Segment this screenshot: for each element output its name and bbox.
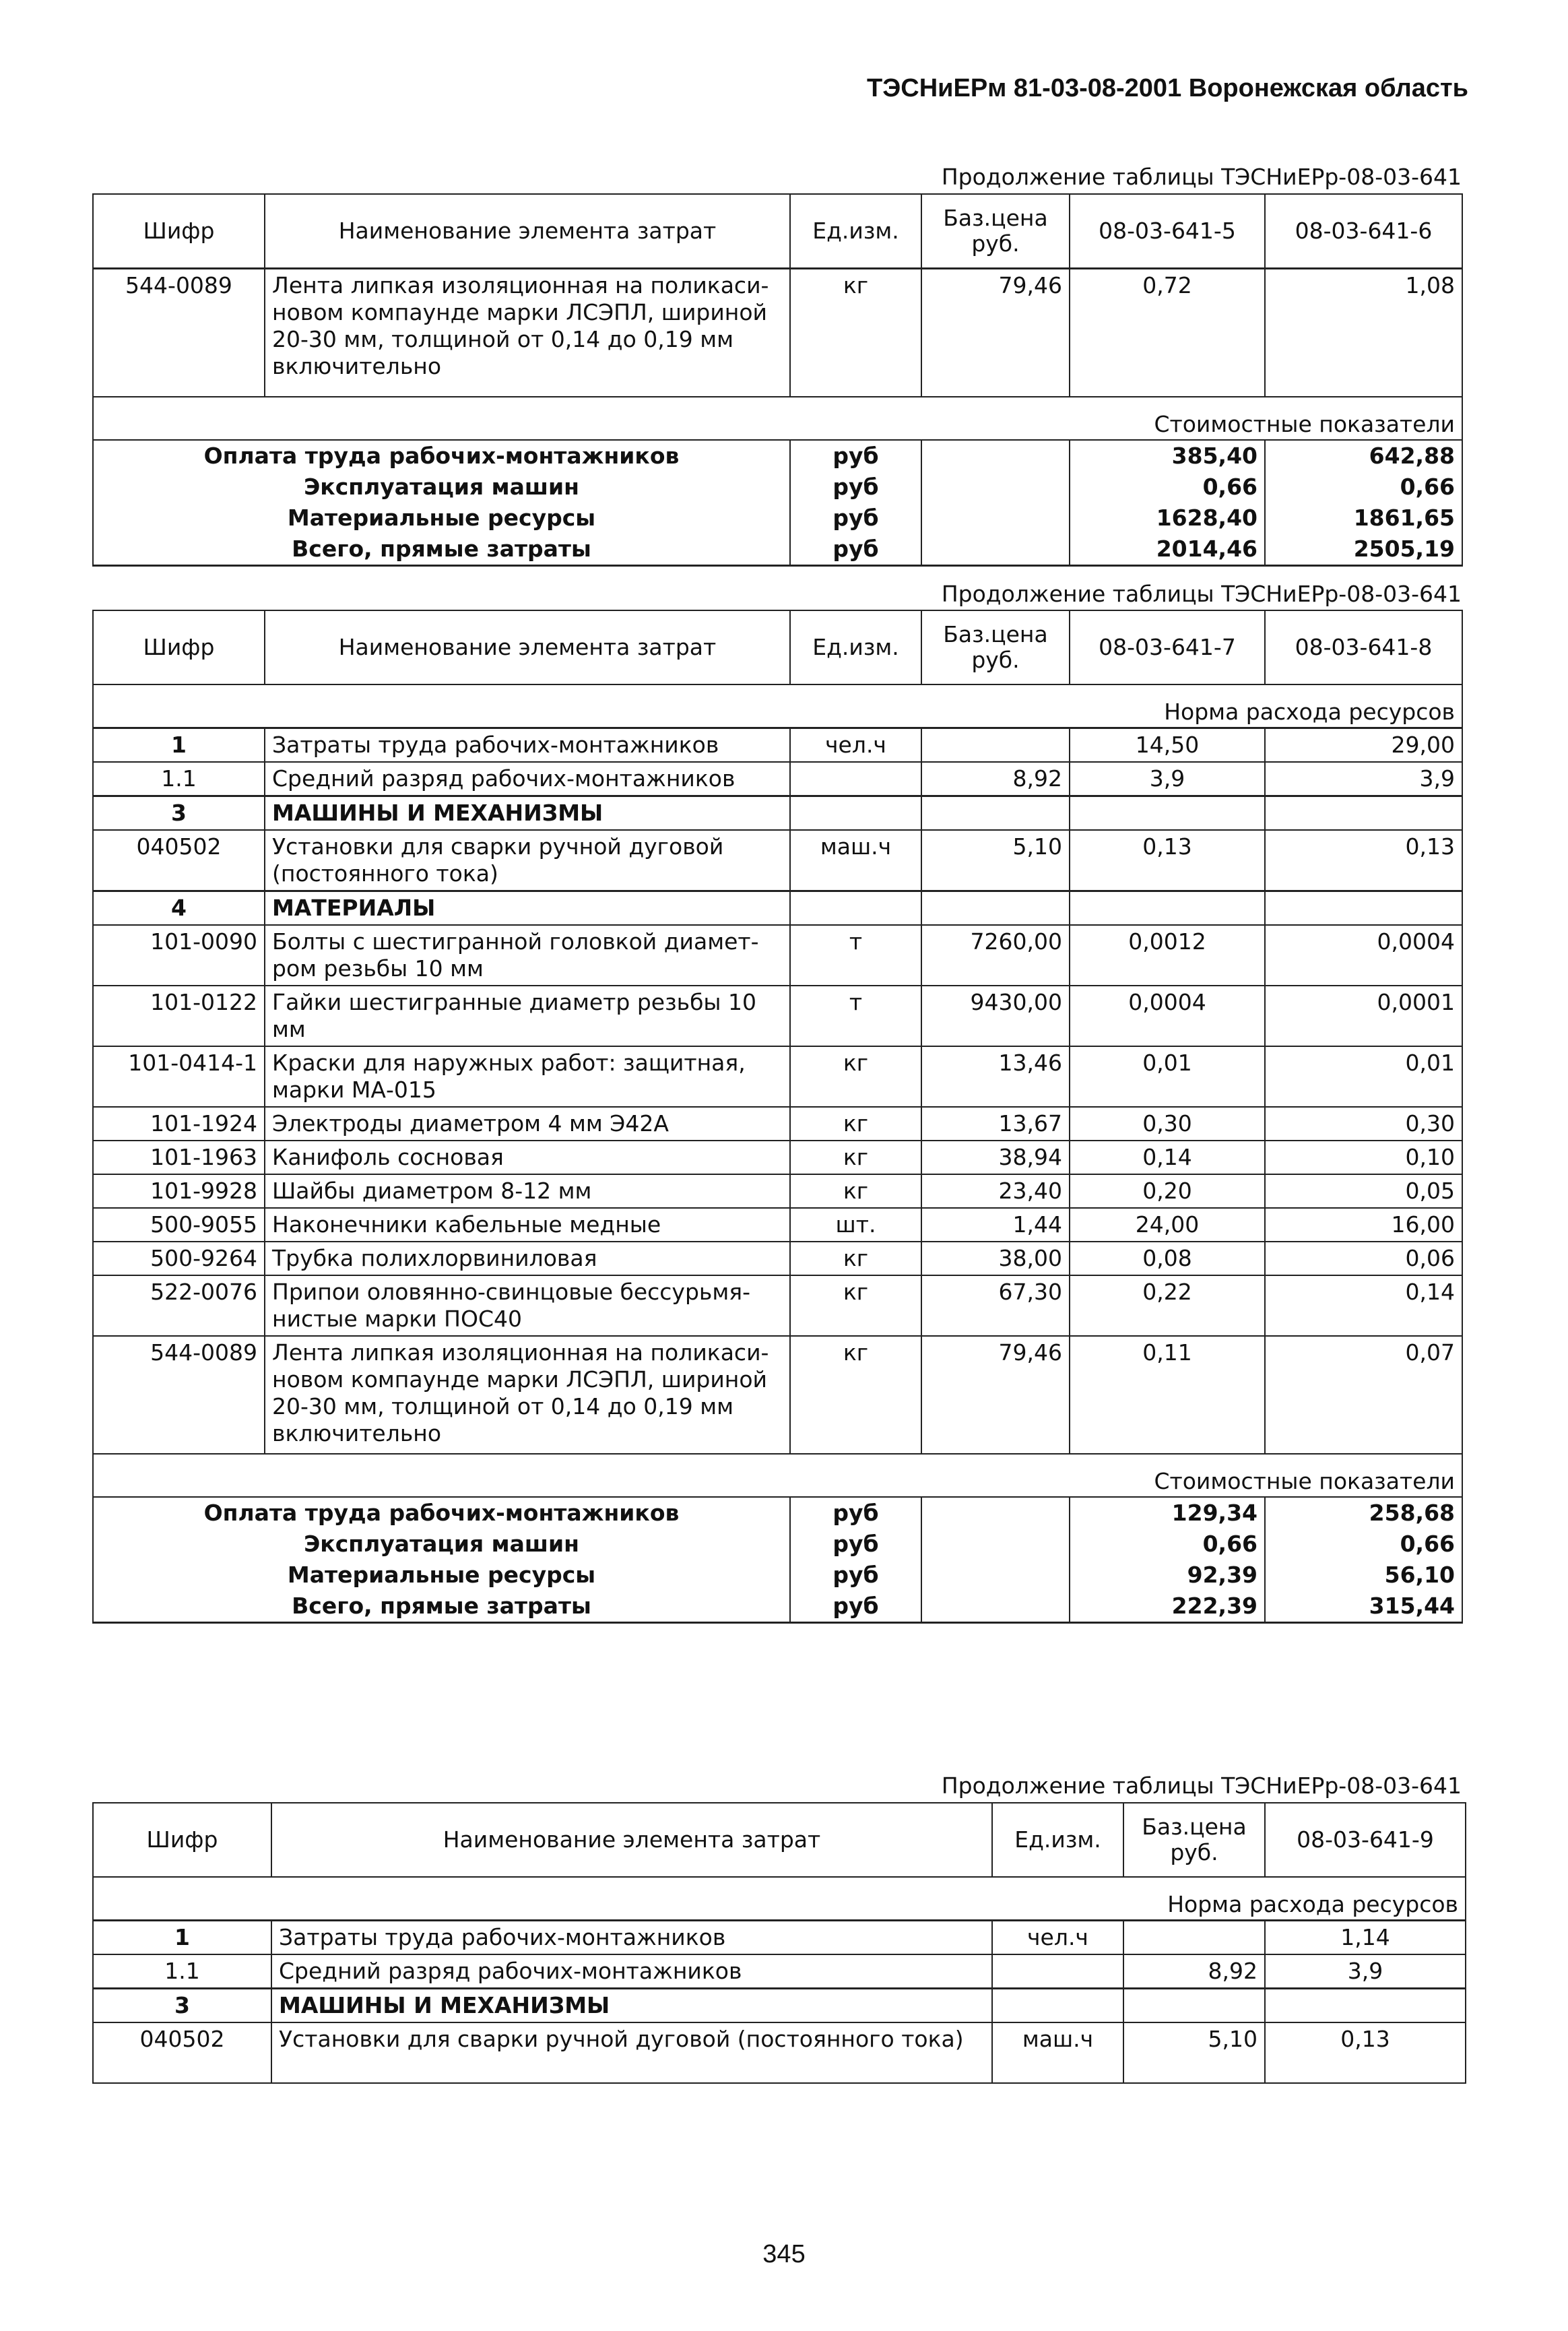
total-empty <box>921 503 1070 534</box>
col-header-price: Баз.цена руб. <box>921 610 1070 684</box>
cell-v2: 1,08 <box>1265 269 1462 397</box>
table-row <box>93 986 1462 1046</box>
cell-code: 101-1924 <box>93 1107 265 1141</box>
table-row <box>93 925 1462 986</box>
table-row <box>93 1174 1462 1208</box>
band-row <box>93 397 1462 440</box>
cell-code: 1 <box>93 1921 271 1955</box>
cell-unit <box>790 796 921 831</box>
section-title: МАТЕРИАЛЫ <box>265 891 790 926</box>
band-row <box>93 684 1462 728</box>
resource-table-1 <box>92 193 1463 567</box>
total-empty <box>921 534 1070 566</box>
total-label: Эксплуатация машин <box>93 1529 790 1560</box>
table-row <box>93 1336 1462 1454</box>
cell-v1 <box>1265 1989 1466 2023</box>
total-v1: 0,66 <box>1070 472 1265 503</box>
cell-v1: 0,72 <box>1070 269 1265 397</box>
cell-v1: 3,9 <box>1070 762 1265 796</box>
col-header-unit: Ед.изм. <box>992 1803 1123 1877</box>
cell-v1: 1,14 <box>1265 1921 1466 1955</box>
table-row <box>93 1141 1462 1174</box>
col-header-v1: 08-03-641-9 <box>1265 1803 1466 1877</box>
cell-name: Краски для наружных работ: защитная, марки МА-015 <box>265 1046 790 1107</box>
total-v1: 129,34 <box>1070 1497 1265 1529</box>
cell-unit: кг <box>790 1141 921 1174</box>
cell-unit: кг <box>790 1107 921 1141</box>
col-header-unit: Ед.изм. <box>790 194 921 269</box>
cell-v1: 0,13 <box>1265 2022 1466 2083</box>
cell-code: 101-0090 <box>93 925 265 986</box>
total-row <box>93 503 1462 534</box>
cell-v1: 0,13 <box>1070 830 1265 891</box>
cell-name: Установки для сварки ручной дуговой (постоянного тока) <box>271 2022 992 2083</box>
cell-v1: 0,0004 <box>1070 986 1265 1046</box>
col-header-name: Наименование элемента затрат <box>271 1803 992 1877</box>
cell-name: Канифоль сосновая <box>265 1141 790 1174</box>
total-label: Эксплуатация машин <box>93 472 790 503</box>
cell-unit: кг <box>790 1275 921 1336</box>
band-row <box>93 1877 1466 1921</box>
cell-code: 1.1 <box>93 762 265 796</box>
col-header-name: Наименование элемента затрат <box>265 610 790 684</box>
cell-name: Наконечники кабельные медные <box>265 1208 790 1242</box>
total-unit: руб <box>790 503 921 534</box>
total-unit: руб <box>790 472 921 503</box>
cell-code: 3 <box>93 1989 271 2023</box>
cell-unit: кг <box>790 1046 921 1107</box>
cell-unit: чел.ч <box>790 728 921 763</box>
cell-unit: кг <box>790 1174 921 1208</box>
total-empty <box>921 1591 1070 1623</box>
table-row <box>93 1275 1462 1336</box>
total-row <box>93 1529 1462 1560</box>
band-resource-norms: Норма расхода ресурсов <box>93 1877 1466 1921</box>
table-row <box>93 1046 1462 1107</box>
cell-price: 23,40 <box>921 1174 1070 1208</box>
cell-unit <box>790 762 921 796</box>
cell-name: Трубка полихлорвиниловая <box>265 1242 790 1275</box>
total-v2: 2505,19 <box>1265 534 1462 566</box>
cell-v1: 0,22 <box>1070 1275 1265 1336</box>
total-v1: 385,40 <box>1070 440 1265 472</box>
total-label: Всего, прямые затраты <box>93 534 790 566</box>
cell-name: Средний разряд рабочих-монтажников <box>271 1954 992 1989</box>
cell-name: Шайбы диаметром 8-12 мм <box>265 1174 790 1208</box>
total-v1: 2014,46 <box>1070 534 1265 566</box>
total-unit: руб <box>790 534 921 566</box>
col-header-v2: 08-03-641-8 <box>1265 610 1462 684</box>
cell-code: 500-9264 <box>93 1242 265 1275</box>
table-header-row <box>93 1803 1466 1877</box>
col-header-name: Наименование элемента затрат <box>265 194 790 269</box>
cell-unit: маш.ч <box>992 2022 1123 2083</box>
page-header: ТЭСНиЕРм 81-03-08-2001 Воронежская область <box>867 74 1468 102</box>
cell-unit: чел.ч <box>992 1921 1123 1955</box>
col-header-unit: Ед.изм. <box>790 610 921 684</box>
table-row <box>93 1954 1466 1989</box>
total-label: Всего, прямые затраты <box>93 1591 790 1623</box>
cell-v2: 0,0004 <box>1265 925 1462 986</box>
total-label: Материальные ресурсы <box>93 1560 790 1591</box>
cell-code: 101-9928 <box>93 1174 265 1208</box>
cell-v1 <box>1070 796 1265 831</box>
total-unit: руб <box>790 440 921 472</box>
cell-v2: 0,30 <box>1265 1107 1462 1141</box>
cell-price: 5,10 <box>921 830 1070 891</box>
cell-code: 500-9055 <box>93 1208 265 1242</box>
cell-price: 38,94 <box>921 1141 1070 1174</box>
total-row <box>93 534 1462 566</box>
cell-unit <box>790 891 921 926</box>
total-v1: 222,39 <box>1070 1591 1265 1623</box>
col-header-price: Баз.цена руб. <box>921 194 1070 269</box>
cell-price: 38,00 <box>921 1242 1070 1275</box>
cell-code: 1 <box>93 728 265 763</box>
cell-code: 040502 <box>93 2022 271 2083</box>
band-cost-indicators: Стоимостные показатели <box>93 397 1462 440</box>
band-cost-indicators: Стоимостные показатели <box>93 1454 1462 1497</box>
cell-unit: кг <box>790 1336 921 1454</box>
total-empty <box>921 472 1070 503</box>
cell-price: 9430,00 <box>921 986 1070 1046</box>
total-v2: 0,66 <box>1265 1529 1462 1560</box>
cell-v2: 3,9 <box>1265 762 1462 796</box>
cell-price <box>1123 1989 1265 2023</box>
table-row <box>93 1208 1462 1242</box>
total-row <box>93 1560 1462 1591</box>
section-title: МАШИНЫ И МЕХАНИЗМЫ <box>265 796 790 831</box>
cell-v2: 0,01 <box>1265 1046 1462 1107</box>
table-header-row <box>93 194 1462 269</box>
col-header-code: Шифр <box>93 1803 271 1877</box>
cell-v2: 0,0001 <box>1265 986 1462 1046</box>
cell-name: Гайки шестигранные диаметр резьбы 10 мм <box>265 986 790 1046</box>
section-row <box>93 796 1462 831</box>
total-unit: руб <box>790 1529 921 1560</box>
cell-name: Затраты труда рабочих-монтажников <box>265 728 790 763</box>
table-caption: Продолжение таблицы ТЭСНиЕРр-08-03-641 <box>941 1773 1462 1799</box>
cell-v2: 0,06 <box>1265 1242 1462 1275</box>
cell-name: Установки для сварки ручной дуговой (постоянного тока) <box>265 830 790 891</box>
table-row <box>93 269 1462 397</box>
table-row <box>93 762 1462 796</box>
cell-v1: 3,9 <box>1265 1954 1466 1989</box>
cell-code: 040502 <box>93 830 265 891</box>
cell-v1: 24,00 <box>1070 1208 1265 1242</box>
cell-v2: 0,05 <box>1265 1174 1462 1208</box>
total-v1: 1628,40 <box>1070 503 1265 534</box>
col-header-code: Шифр <box>93 194 265 269</box>
cell-name: Затраты труда рабочих-монтажников <box>271 1921 992 1955</box>
cell-price: 5,10 <box>1123 2022 1265 2083</box>
cell-code: 101-0414-1 <box>93 1046 265 1107</box>
cell-code: 3 <box>93 796 265 831</box>
total-v2: 258,68 <box>1265 1497 1462 1529</box>
section-row <box>93 1989 1466 2023</box>
cell-v1: 0,08 <box>1070 1242 1265 1275</box>
cell-v2: 29,00 <box>1265 728 1462 763</box>
table-caption: Продолжение таблицы ТЭСНиЕРр-08-03-641 <box>941 581 1462 607</box>
cell-v2 <box>1265 891 1462 926</box>
cell-code: 522-0076 <box>93 1275 265 1336</box>
total-row <box>93 472 1462 503</box>
cell-price: 13,46 <box>921 1046 1070 1107</box>
cell-v2 <box>1265 796 1462 831</box>
cell-v1: 0,14 <box>1070 1141 1265 1174</box>
cell-price: 8,92 <box>1123 1954 1265 1989</box>
table-row <box>93 1242 1462 1275</box>
cell-unit <box>992 1989 1123 2023</box>
cell-price: 13,67 <box>921 1107 1070 1141</box>
cell-code: 1.1 <box>93 1954 271 1989</box>
cell-price: 67,30 <box>921 1275 1070 1336</box>
cell-name: Болты с шестигранной головкой диамет-ром резьбы 10 мм <box>265 925 790 986</box>
cell-price <box>921 796 1070 831</box>
cell-v1: 0,30 <box>1070 1107 1265 1141</box>
section-row <box>93 891 1462 926</box>
cell-code: 4 <box>93 891 265 926</box>
cell-code: 544-0089 <box>93 269 265 397</box>
cell-name: Электроды диаметром 4 мм Э42А <box>265 1107 790 1141</box>
band-row <box>93 1454 1462 1497</box>
band-resource-norms: Норма расхода ресурсов <box>93 684 1462 728</box>
total-v2: 642,88 <box>1265 440 1462 472</box>
total-empty <box>921 1560 1070 1591</box>
total-v2: 1861,65 <box>1265 503 1462 534</box>
table-header-row <box>93 610 1462 684</box>
section-title: МАШИНЫ И МЕХАНИЗМЫ <box>271 1989 992 2023</box>
total-unit: руб <box>790 1560 921 1591</box>
cell-unit: т <box>790 986 921 1046</box>
cell-v1: 0,0012 <box>1070 925 1265 986</box>
cell-v1: 0,20 <box>1070 1174 1265 1208</box>
total-label: Оплата труда рабочих-монтажников <box>93 1497 790 1529</box>
cell-v1: 14,50 <box>1070 728 1265 763</box>
resource-table-3 <box>92 1802 1466 2084</box>
table-row <box>93 728 1462 763</box>
total-row <box>93 1497 1462 1529</box>
col-header-v2: 08-03-641-6 <box>1265 194 1462 269</box>
total-empty <box>921 1529 1070 1560</box>
total-empty <box>921 440 1070 472</box>
table-row <box>93 1107 1462 1141</box>
total-label: Оплата труда рабочих-монтажников <box>93 440 790 472</box>
col-header-v1: 08-03-641-5 <box>1070 194 1265 269</box>
total-v2: 56,10 <box>1265 1560 1462 1591</box>
total-row <box>93 1591 1462 1623</box>
cell-name: Средний разряд рабочих-монтажников <box>265 762 790 796</box>
cell-unit: т <box>790 925 921 986</box>
cell-price: 1,44 <box>921 1208 1070 1242</box>
cell-name: Лента липкая изоляционная на поликаси-новом компаунде марки ЛСЭПЛ, шириной 20-30 мм, толщиной от 0,14 до 0,19 мм включительно <box>265 1336 790 1454</box>
total-v2: 0,66 <box>1265 472 1462 503</box>
table-caption: Продолжение таблицы ТЭСНиЕРр-08-03-641 <box>941 164 1462 190</box>
cell-price: 79,46 <box>921 1336 1070 1454</box>
cell-price <box>921 728 1070 763</box>
total-v1: 0,66 <box>1070 1529 1265 1560</box>
total-row <box>93 440 1462 472</box>
col-header-code: Шифр <box>93 610 265 684</box>
cell-code: 544-0089 <box>93 1336 265 1454</box>
total-v1: 92,39 <box>1070 1560 1265 1591</box>
cell-code: 101-0122 <box>93 986 265 1046</box>
cell-price: 7260,00 <box>921 925 1070 986</box>
cell-name: Припои оловянно-свинцовые бессурьмя-нистые марки ПОС40 <box>265 1275 790 1336</box>
cell-v2: 0,10 <box>1265 1141 1462 1174</box>
cell-v2: 0,13 <box>1265 830 1462 891</box>
cell-name: Лента липкая изоляционная на поликаси-новом компаунде марки ЛСЭПЛ, шириной 20-30 мм, толщиной от 0,14 до 0,19 мм включительно <box>265 269 790 397</box>
cell-v2: 16,00 <box>1265 1208 1462 1242</box>
total-empty <box>921 1497 1070 1529</box>
cell-v2: 0,14 <box>1265 1275 1462 1336</box>
table-row <box>93 830 1462 891</box>
cell-price <box>921 891 1070 926</box>
cell-price <box>1123 1921 1265 1955</box>
cell-code: 101-1963 <box>93 1141 265 1174</box>
table-row <box>93 2022 1466 2083</box>
col-header-price: Баз.цена руб. <box>1123 1803 1265 1877</box>
total-label: Материальные ресурсы <box>93 503 790 534</box>
cell-price: 8,92 <box>921 762 1070 796</box>
cell-v1: 0,01 <box>1070 1046 1265 1107</box>
total-unit: руб <box>790 1497 921 1529</box>
total-v2: 315,44 <box>1265 1591 1462 1623</box>
cell-unit <box>992 1954 1123 1989</box>
resource-table-2 <box>92 610 1463 1624</box>
total-unit: руб <box>790 1591 921 1623</box>
cell-v1 <box>1070 891 1265 926</box>
cell-price: 79,46 <box>921 269 1070 397</box>
col-header-v1: 08-03-641-7 <box>1070 610 1265 684</box>
cell-unit: кг <box>790 1242 921 1275</box>
cell-v1: 0,11 <box>1070 1336 1265 1454</box>
page-number: 345 <box>762 2240 806 2268</box>
table-row <box>93 1921 1466 1955</box>
cell-unit: маш.ч <box>790 830 921 891</box>
cell-unit: кг <box>790 269 921 397</box>
cell-v2: 0,07 <box>1265 1336 1462 1454</box>
cell-unit: шт. <box>790 1208 921 1242</box>
